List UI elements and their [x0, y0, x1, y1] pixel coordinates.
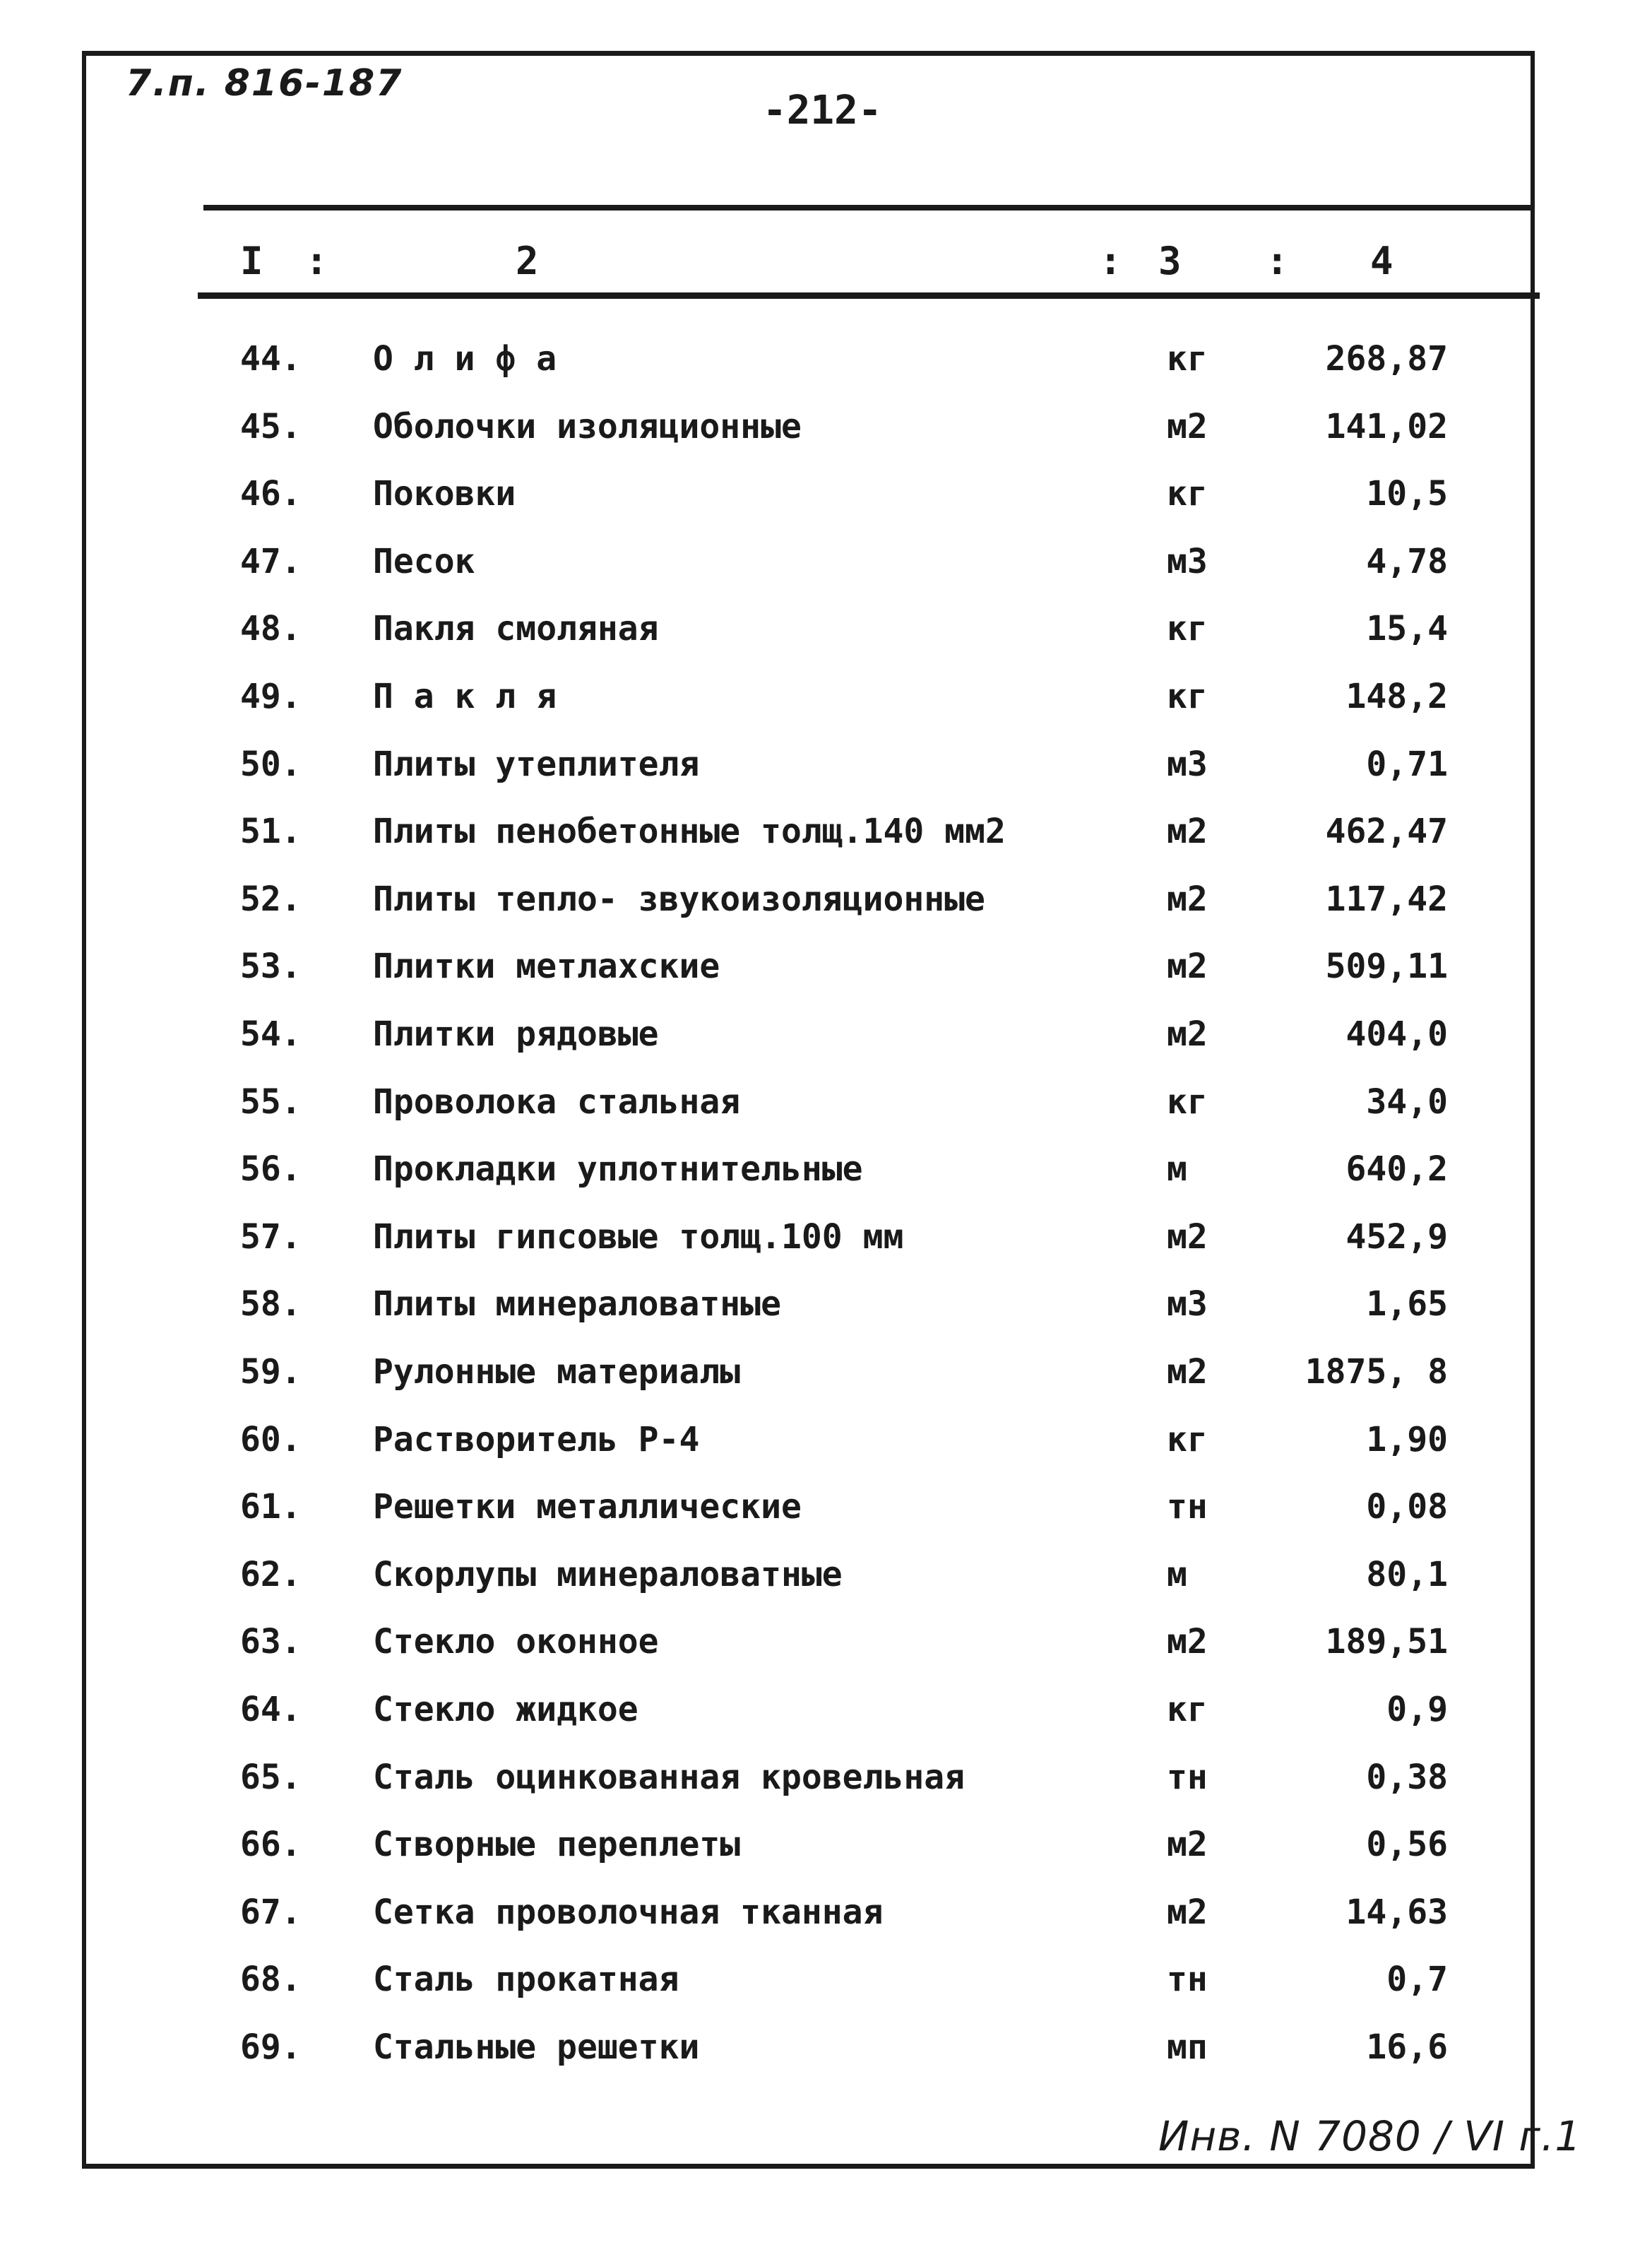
quantity: 15,4	[1366, 609, 1448, 649]
row-number: 59.	[240, 1352, 302, 1392]
row-number: 55.	[240, 1082, 302, 1122]
unit-of-measure: м	[1167, 1554, 1187, 1594]
unit-of-measure: кг	[1167, 677, 1208, 716]
row-number: 51.	[240, 812, 302, 852]
row-number: 64.	[240, 1690, 302, 1729]
col-separator: :	[1099, 239, 1122, 283]
quantity: 0,56	[1366, 1825, 1448, 1865]
material-name: Пакля смоляная	[373, 609, 659, 649]
quantity: 1,90	[1366, 1419, 1448, 1459]
unit-of-measure: м2	[1167, 812, 1208, 852]
quantity: 0,7	[1386, 1960, 1448, 2000]
table-row	[0, 879, 1652, 947]
row-number: 69.	[240, 2027, 302, 2067]
row-number: 66.	[240, 1825, 302, 1865]
table-row	[0, 1487, 1652, 1555]
row-number: 57.	[240, 1216, 302, 1257]
unit-of-measure: м2	[1167, 1892, 1208, 1932]
quantity: 80,1	[1366, 1554, 1448, 1594]
material-name: Стекло жидкое	[373, 1690, 638, 1729]
quantity: 16,6	[1366, 2027, 1448, 2067]
table-row	[0, 947, 1652, 1014]
row-number: 56.	[240, 1149, 302, 1190]
unit-of-measure: м3	[1167, 1284, 1208, 1325]
unit-of-measure: м3	[1167, 744, 1208, 784]
quantity: 1,65	[1366, 1284, 1448, 1325]
material-name: Рулонные материалы	[373, 1352, 741, 1392]
table-row	[0, 1284, 1652, 1352]
table-row	[0, 1420, 1652, 1488]
unit-of-measure: кг	[1167, 1690, 1208, 1729]
quantity: 14,63	[1345, 1892, 1448, 1932]
table-row	[0, 1217, 1652, 1285]
quantity: 10,5	[1366, 474, 1448, 514]
unit-of-measure: м2	[1167, 1216, 1208, 1257]
table-row	[0, 1014, 1652, 1082]
material-name: Растворитель Р-4	[373, 1419, 700, 1459]
row-number: 44.	[240, 339, 302, 379]
material-name: Плиты тепло- звукоизоляционные	[373, 879, 985, 919]
unit-of-measure: кг	[1167, 474, 1208, 514]
unit-of-measure: кг	[1167, 609, 1208, 649]
unit-of-measure: кг	[1167, 339, 1208, 379]
table-row	[0, 407, 1652, 475]
material-name: Плиты пенобетонные толщ.140 мм2	[373, 812, 1006, 852]
material-name: Плиты гипсовые толщ.100 мм	[373, 1216, 904, 1257]
table-row	[0, 1960, 1652, 2027]
row-number: 60.	[240, 1419, 302, 1459]
table-row	[0, 1352, 1652, 1420]
material-name: Прокладки уплотнительные	[373, 1149, 863, 1190]
table-row	[0, 1555, 1652, 1623]
quantity: 462,47	[1325, 812, 1448, 852]
col-header-3: 3	[1158, 239, 1182, 283]
row-number: 50.	[240, 744, 302, 784]
material-name: Стекло оконное	[373, 1622, 659, 1662]
quantity: 141,02	[1325, 406, 1448, 446]
table-row	[0, 812, 1652, 879]
unit-of-measure: м2	[1167, 947, 1208, 987]
row-number: 46.	[240, 474, 302, 514]
material-name: Плитки метлахские	[373, 947, 720, 987]
unit-of-measure: м2	[1167, 1825, 1208, 1865]
row-number: 65.	[240, 1757, 302, 1797]
table-row	[0, 1622, 1652, 1690]
row-number: 47.	[240, 541, 302, 581]
quantity: 268,87	[1325, 339, 1448, 379]
table-row	[0, 542, 1652, 610]
table-row	[0, 1892, 1652, 1960]
unit-of-measure: м	[1167, 1149, 1187, 1190]
row-number: 45.	[240, 406, 302, 446]
unit-of-measure: м2	[1167, 1622, 1208, 1662]
row-number: 61.	[240, 1487, 302, 1527]
document-code: 7.п. 816-187	[126, 62, 403, 105]
material-name: Плитки рядовые	[373, 1014, 659, 1054]
row-number: 58.	[240, 1284, 302, 1325]
inventory-number: Инв. N 7080 / VI г.1	[1158, 2112, 1582, 2160]
row-number: 49.	[240, 677, 302, 716]
material-name: Песок	[373, 541, 475, 581]
unit-of-measure: мп	[1167, 2027, 1208, 2067]
col-header-2: 2	[516, 239, 539, 283]
header-top-rule	[203, 205, 1535, 211]
row-number: 67.	[240, 1892, 302, 1932]
material-name: Стальные решетки	[373, 2027, 700, 2067]
table-row	[0, 339, 1652, 407]
unit-of-measure: м2	[1167, 406, 1208, 446]
table-row	[0, 677, 1652, 745]
quantity: 34,0	[1366, 1082, 1448, 1122]
quantity: 452,9	[1345, 1216, 1448, 1257]
unit-of-measure: кг	[1167, 1082, 1208, 1122]
material-name: Плиты минераловатные	[373, 1284, 781, 1325]
quantity: 148,2	[1345, 677, 1448, 716]
table-row	[0, 1082, 1652, 1150]
material-name: Оболочки изоляционные	[373, 406, 802, 446]
table-row	[0, 474, 1652, 542]
unit-of-measure: м2	[1167, 1352, 1208, 1392]
unit-of-measure: м3	[1167, 541, 1208, 581]
unit-of-measure: м2	[1167, 1014, 1208, 1054]
unit-of-measure: кг	[1167, 1419, 1208, 1459]
quantity: 0,38	[1366, 1757, 1448, 1797]
row-number: 53.	[240, 947, 302, 987]
quantity: 189,51	[1325, 1622, 1448, 1662]
material-name: Сетка проволочная тканная	[373, 1892, 884, 1932]
quantity: 1875, 8	[1305, 1352, 1448, 1392]
material-name: Проволока стальная	[373, 1082, 741, 1122]
material-name: Сталь оцинкованная кровельная	[373, 1757, 965, 1797]
material-name: Скорлупы минераловатные	[373, 1554, 843, 1594]
quantity: 117,42	[1325, 879, 1448, 919]
quantity: 0,08	[1366, 1487, 1448, 1527]
unit-of-measure: м2	[1167, 879, 1208, 919]
table-row	[0, 1758, 1652, 1825]
col-header-1: I	[240, 239, 263, 283]
page-number: -212-	[763, 88, 882, 134]
unit-of-measure: тн	[1167, 1960, 1208, 2000]
row-number: 63.	[240, 1622, 302, 1662]
col-header-4: 4	[1370, 239, 1393, 283]
row-number: 68.	[240, 1960, 302, 2000]
table-row	[0, 2027, 1652, 2095]
row-number: 48.	[240, 609, 302, 649]
table-row	[0, 745, 1652, 812]
table-row	[0, 609, 1652, 677]
unit-of-measure: тн	[1167, 1487, 1208, 1527]
quantity: 509,11	[1325, 947, 1448, 987]
material-name: П а к л я	[373, 677, 557, 716]
material-name: Плиты утеплителя	[373, 744, 700, 784]
row-number: 54.	[240, 1014, 302, 1054]
material-name: О л и ф а	[373, 339, 557, 379]
table-row	[0, 1825, 1652, 1892]
header-bottom-rule	[198, 292, 1540, 299]
material-name: Поковки	[373, 474, 516, 514]
row-number: 52.	[240, 879, 302, 919]
unit-of-measure: тн	[1167, 1757, 1208, 1797]
material-name: Створные переплеты	[373, 1825, 741, 1865]
material-name: Решетки металлические	[373, 1487, 802, 1527]
quantity: 640,2	[1345, 1149, 1448, 1190]
col-separator: :	[305, 239, 328, 283]
quantity: 4,78	[1366, 541, 1448, 581]
table-row	[0, 1690, 1652, 1758]
quantity: 404,0	[1345, 1014, 1448, 1054]
table-row	[0, 1149, 1652, 1217]
quantity: 0,9	[1386, 1690, 1448, 1729]
col-separator: :	[1266, 239, 1289, 283]
quantity: 0,71	[1366, 744, 1448, 784]
row-number: 62.	[240, 1554, 302, 1594]
material-name: Сталь прокатная	[373, 1960, 679, 2000]
